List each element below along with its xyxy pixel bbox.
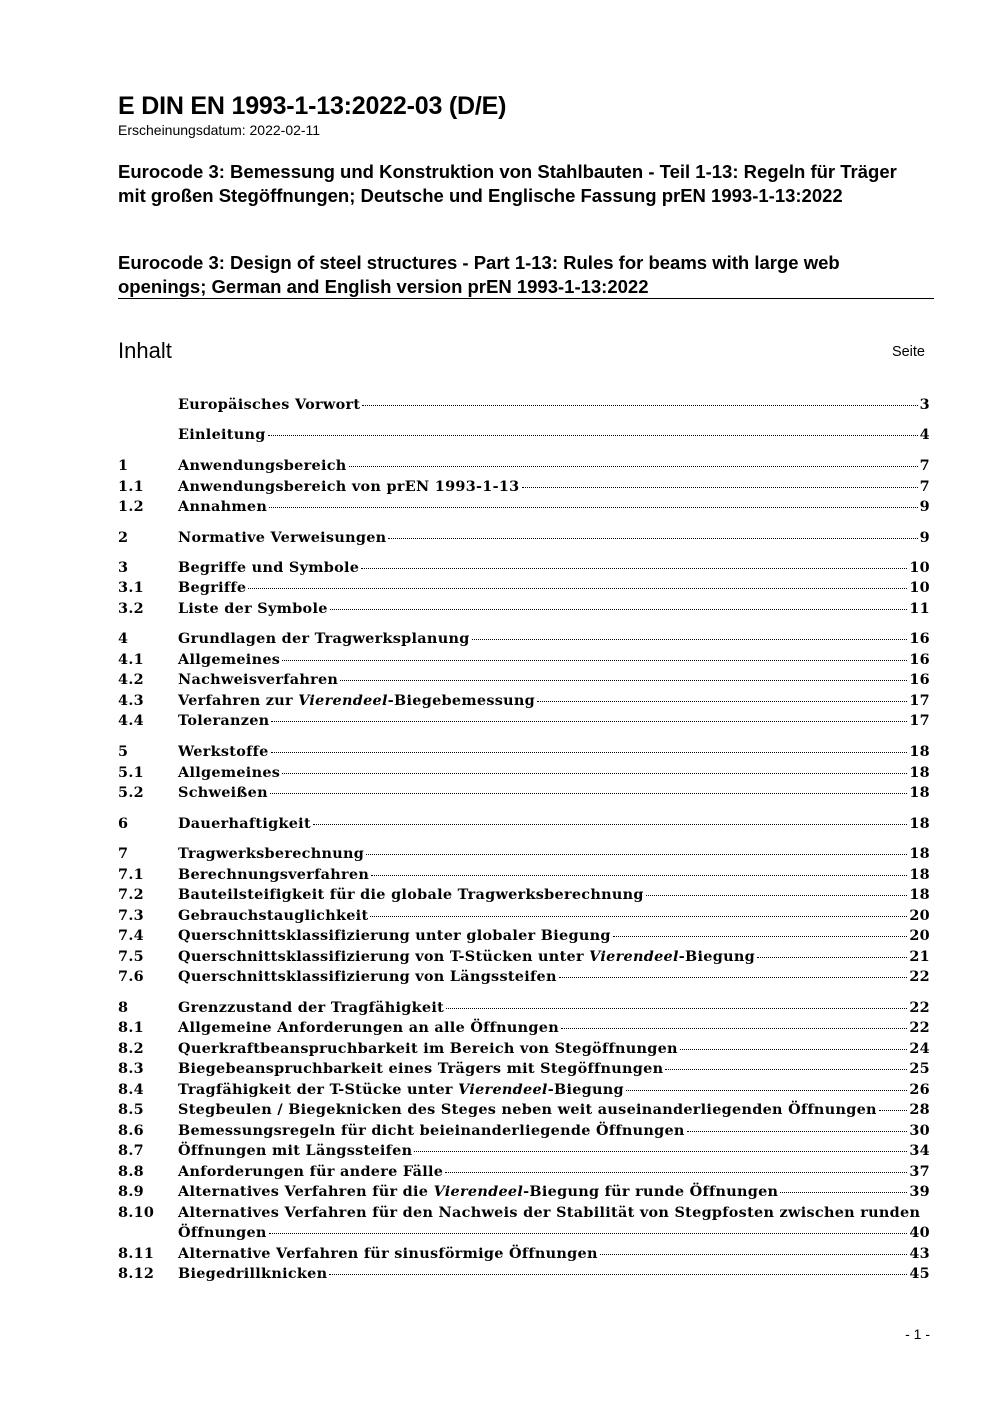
toc-entry-title-text: Gebrauchstauglichkeit bbox=[178, 907, 369, 924]
toc-entry-title-text: Normative Verweisungen bbox=[178, 529, 387, 546]
toc-entry[interactable] bbox=[118, 763, 930, 783]
toc-entry-page: 20 bbox=[909, 927, 930, 944]
toc-entry-page: 18 bbox=[909, 866, 930, 883]
toc-entry-page: 18 bbox=[909, 764, 930, 781]
toc-entry-title bbox=[178, 742, 269, 762]
toc-entry-page: 10 bbox=[909, 559, 930, 576]
toc-dot-leader bbox=[388, 538, 917, 539]
title-english: Eurocode 3: Design of steel structures - Part 1-13: Rules for beams with large web openings; German and English version prEN 1993-1-13:2022 bbox=[118, 252, 840, 297]
toc-entry[interactable] bbox=[118, 497, 930, 517]
toc-entry-number: 4.3 bbox=[118, 692, 144, 709]
toc-entry-title bbox=[178, 814, 311, 834]
toc-entry-number: 5.2 bbox=[118, 784, 144, 801]
toc-entry[interactable] bbox=[118, 967, 930, 987]
toc-entry[interactable] bbox=[118, 1203, 930, 1243]
toc-dot-leader bbox=[780, 1192, 907, 1193]
toc-entry-page: 43 bbox=[909, 1245, 930, 1262]
toc-entry-title-text: Begriffe bbox=[178, 579, 247, 596]
toc-heading: Inhalt bbox=[118, 338, 172, 363]
toc-entry-page: 28 bbox=[909, 1101, 930, 1118]
toc-entry-title bbox=[178, 395, 360, 415]
toc-dot-leader bbox=[362, 405, 917, 406]
toc-entry-title bbox=[178, 1018, 559, 1038]
toc-entry-number: 1 bbox=[118, 457, 129, 474]
toc-entry-title-text: Tragwerksberechnung bbox=[178, 845, 365, 862]
toc-entry[interactable] bbox=[118, 1121, 930, 1141]
toc-entry-page: 17 bbox=[909, 712, 930, 729]
toc-entry-title bbox=[178, 885, 644, 905]
toc-entry-title-text: Anwendungsbereich von prEN 1993-1-13 bbox=[178, 478, 520, 495]
toc-entry-title bbox=[178, 1141, 412, 1161]
toc-entry-page: 37 bbox=[909, 1163, 930, 1180]
toc-entry-number: 8.7 bbox=[118, 1142, 144, 1159]
toc-entry-title bbox=[178, 844, 364, 864]
toc-entry[interactable] bbox=[118, 1162, 930, 1182]
toc-entry-number: 4.2 bbox=[118, 671, 144, 688]
toc-entry-title-text: Alternatives Verfahren für die bbox=[178, 1183, 434, 1200]
toc-entry-number: 8.4 bbox=[118, 1081, 144, 1098]
toc-entry-title bbox=[178, 558, 359, 578]
toc-dot-leader bbox=[366, 854, 907, 855]
toc-dot-leader bbox=[559, 977, 908, 978]
toc-entry-title-text: Querschnittsklassifizierung von T-Stücken unter bbox=[178, 948, 590, 965]
toc-entry-title-text: Verfahren zur bbox=[178, 692, 299, 709]
toc-entry-number: 8.10 bbox=[118, 1204, 155, 1221]
toc-entry-title bbox=[178, 711, 269, 731]
toc-dot-leader bbox=[537, 701, 907, 702]
toc-dot-leader bbox=[282, 660, 907, 661]
toc-entry-number: 7.5 bbox=[118, 948, 144, 965]
toc-entry-title-italic: Vierendeel bbox=[589, 948, 679, 965]
toc-entry[interactable] bbox=[118, 885, 930, 905]
toc-dot-leader bbox=[472, 639, 908, 640]
toc-entry[interactable] bbox=[118, 742, 930, 762]
toc-entry-page: 18 bbox=[909, 845, 930, 862]
toc-entry-number: 8.1 bbox=[118, 1019, 144, 1036]
toc-dot-leader bbox=[879, 1110, 908, 1111]
toc-entry-page: 9 bbox=[919, 498, 930, 515]
toc-entry-title-text: Werkstoffe bbox=[178, 743, 269, 760]
toc-entry-page: 18 bbox=[909, 886, 930, 903]
toc-entry-title-text: Toleranzen bbox=[178, 712, 270, 729]
toc-entry[interactable] bbox=[118, 477, 930, 497]
toc-entry-title bbox=[178, 497, 267, 517]
toc-entry[interactable] bbox=[118, 1182, 930, 1202]
toc-dot-leader bbox=[445, 1172, 907, 1173]
toc-entry-title bbox=[178, 670, 338, 690]
toc-entry-title bbox=[178, 926, 611, 946]
toc-entry-number: 8.8 bbox=[118, 1163, 144, 1180]
toc-entry-page: 16 bbox=[909, 671, 930, 688]
toc-entry-title-text: Öffnungen mit Längssteifen bbox=[178, 1142, 413, 1159]
toc-entry-title bbox=[178, 1203, 930, 1223]
toc-entry[interactable] bbox=[118, 1080, 930, 1100]
toc-entry-title-text: Biegedrillknicken bbox=[178, 1265, 328, 1282]
toc-entry[interactable] bbox=[118, 947, 930, 967]
toc-entry-title-text: Berechnungsverfahren bbox=[178, 866, 370, 883]
toc-entry-title-continuation: Öffnungen bbox=[178, 1224, 267, 1241]
toc-entry-title bbox=[178, 1182, 778, 1202]
toc-entry-title bbox=[178, 1039, 678, 1059]
toc-entry-number: 8.5 bbox=[118, 1101, 144, 1118]
toc-entry-page: 7 bbox=[919, 457, 930, 474]
toc-entry-number: 7.4 bbox=[118, 927, 144, 944]
toc-entry-page: 40 bbox=[909, 1224, 930, 1241]
toc-entry-title bbox=[178, 783, 268, 803]
toc-entry-page: 16 bbox=[909, 651, 930, 668]
toc-entry-title-text: Bemessungsregeln für dicht beieinanderliegende Öffnungen bbox=[178, 1122, 685, 1139]
toc-dot-leader bbox=[687, 1131, 908, 1132]
toc-entry-page: 17 bbox=[909, 692, 930, 709]
toc-entry-number: 1.2 bbox=[118, 498, 144, 515]
toc-entry-title-text: Querkraftbeanspruchbarkeit im Bereich von Stegöffnungen bbox=[178, 1040, 678, 1057]
toc-dot-leader bbox=[269, 507, 918, 508]
toc-entry-title-text: Querschnittsklassifizierung von Längssteifen bbox=[178, 968, 557, 985]
toc-entry-number: 8 bbox=[118, 999, 129, 1016]
toc-entry-page: 30 bbox=[909, 1122, 930, 1139]
toc-dot-leader bbox=[313, 824, 907, 825]
toc-dot-leader bbox=[271, 752, 908, 753]
toc-entry[interactable] bbox=[118, 395, 930, 415]
toc-entry-title-text: Annahmen bbox=[178, 498, 268, 515]
toc-dot-leader bbox=[371, 875, 907, 876]
toc-page-column-label: Seite bbox=[891, 344, 925, 360]
toc-dot-leader bbox=[600, 1254, 908, 1255]
table-of-contents bbox=[118, 0, 930, 1403]
toc-entry-title-text: Biegebeanspruchbarkeit eines Trägers mit Stegöffnungen bbox=[178, 1060, 664, 1077]
toc-entry-page: 11 bbox=[909, 600, 930, 617]
toc-entry-title bbox=[178, 477, 520, 497]
toc-entry-number: 7.2 bbox=[118, 886, 144, 903]
toc-entry-title bbox=[178, 865, 369, 885]
toc-dot-leader bbox=[370, 916, 907, 917]
toc-entry-page: 9 bbox=[919, 529, 930, 546]
toc-entry[interactable] bbox=[118, 783, 930, 803]
toc-entry-title bbox=[178, 528, 386, 548]
toc-dot-leader bbox=[282, 773, 907, 774]
toc-entry-page: 22 bbox=[909, 1019, 930, 1036]
toc-entry-number: 8.6 bbox=[118, 1122, 144, 1139]
toc-entry-title bbox=[178, 947, 755, 967]
toc-dot-leader bbox=[330, 609, 908, 610]
toc-entry-title bbox=[178, 599, 328, 619]
toc-entry-title bbox=[178, 1162, 443, 1182]
toc-dot-leader bbox=[646, 895, 908, 896]
toc-entry[interactable] bbox=[118, 814, 930, 834]
toc-entry-title bbox=[178, 629, 470, 649]
toc-entry-title bbox=[178, 906, 368, 926]
toc-dot-leader bbox=[349, 466, 918, 467]
toc-entry-title bbox=[178, 425, 266, 445]
toc-entry-title-text: Grenzzustand der Tragfähigkeit bbox=[178, 999, 445, 1016]
toc-entry-page: 34 bbox=[909, 1142, 930, 1159]
toc-entry-title-text: Grundlagen der Tragwerksplanung bbox=[178, 630, 470, 647]
toc-entry-number: 7.6 bbox=[118, 968, 144, 985]
toc-entry-number: 5 bbox=[118, 743, 129, 760]
toc-entry-page: 21 bbox=[909, 948, 930, 965]
toc-entry[interactable] bbox=[118, 844, 930, 864]
toc-entry[interactable] bbox=[118, 906, 930, 926]
toc-entry-page: 24 bbox=[909, 1040, 930, 1057]
toc-entry[interactable] bbox=[118, 1018, 930, 1038]
toc-entry-title-text: Schweißen bbox=[178, 784, 268, 801]
toc-entry-number: 4.4 bbox=[118, 712, 144, 729]
toc-entry[interactable] bbox=[118, 528, 930, 548]
toc-entry-number: 8.2 bbox=[118, 1040, 144, 1057]
toc-entry[interactable] bbox=[118, 1244, 930, 1264]
toc-entry[interactable] bbox=[118, 599, 930, 619]
toc-entry-title-text: Anforderungen für andere Fälle bbox=[178, 1163, 444, 1180]
toc-entry-number: 6 bbox=[118, 815, 129, 832]
toc-dot-leader bbox=[757, 957, 907, 958]
toc-entry-title bbox=[178, 1059, 663, 1079]
toc-entry-title-text: Dauerhaftigkeit bbox=[178, 815, 311, 832]
toc-entry-page: 18 bbox=[909, 784, 930, 801]
toc-dot-leader bbox=[270, 793, 907, 794]
document-id: E DIN EN 1993-1-13:2022-03 (D/E) bbox=[118, 92, 507, 120]
toc-entry-title-text: Alternative Verfahren für sinusförmige Öffnungen bbox=[178, 1245, 598, 1262]
toc-entry-title bbox=[178, 763, 280, 783]
toc-entry-title-text: Liste der Symbole bbox=[178, 600, 328, 617]
toc-entry[interactable] bbox=[118, 578, 930, 598]
toc-dot-leader bbox=[414, 1151, 907, 1152]
toc-entry[interactable] bbox=[118, 998, 930, 1018]
toc-entry-title-suffix: -Biegebemessung bbox=[387, 692, 536, 709]
toc-entry-title-text: Stegbeulen / Biegeknicken des Steges neben weit auseinanderliegenden Öffnungen bbox=[178, 1101, 877, 1118]
toc-dot-leader bbox=[626, 1090, 907, 1091]
toc-entry-title-suffix: -Biegung bbox=[547, 1081, 624, 1098]
toc-dot-leader bbox=[268, 435, 918, 436]
toc-entry-title bbox=[178, 1100, 877, 1120]
toc-entry-title-text: Europäisches Vorwort bbox=[178, 396, 361, 413]
toc-entry-title-italic: Vierendeel bbox=[298, 692, 388, 709]
toc-dot-leader bbox=[613, 936, 908, 937]
publication-date: Erscheinungsdatum: 2022-02-11 bbox=[118, 122, 321, 138]
toc-entry-number: 3 bbox=[118, 559, 129, 576]
toc-entry-title-text: Einleitung bbox=[178, 426, 266, 443]
toc-entry-number: 1.1 bbox=[118, 478, 144, 495]
toc-entry-number: 7.1 bbox=[118, 866, 144, 883]
toc-entry-page: 22 bbox=[909, 999, 930, 1016]
toc-entry-title bbox=[178, 456, 347, 476]
toc-entry-title bbox=[178, 998, 444, 1018]
toc-entry-title-text: Bauteilsteifigkeit für die globale Tragwerksberechnung bbox=[178, 886, 644, 903]
toc-entry-number: 8.11 bbox=[118, 1245, 155, 1262]
toc-dot-leader bbox=[271, 721, 907, 722]
toc-dot-leader bbox=[340, 680, 907, 681]
toc-dot-leader bbox=[361, 568, 907, 569]
toc-dot-leader bbox=[248, 588, 907, 589]
toc-entry-number: 5.1 bbox=[118, 764, 144, 781]
toc-entry-number: 7.3 bbox=[118, 907, 144, 924]
toc-entry[interactable] bbox=[118, 865, 930, 885]
toc-entry[interactable] bbox=[118, 558, 930, 578]
toc-entry-title-suffix: -Biegung für runde Öffnungen bbox=[523, 1183, 779, 1200]
toc-entry[interactable] bbox=[118, 1059, 930, 1079]
toc-entry[interactable] bbox=[118, 1100, 930, 1120]
toc-entry-title bbox=[178, 1244, 598, 1264]
toc-entry-title-text: Querschnittsklassifizierung unter globaler Biegung bbox=[178, 927, 611, 944]
toc-entry-number: 3.1 bbox=[118, 579, 144, 596]
toc-entry-title-italic: Vierendeel bbox=[458, 1081, 548, 1098]
toc-entry-number: 4 bbox=[118, 630, 129, 647]
toc-entry-page: 4 bbox=[919, 426, 930, 443]
toc-entry[interactable] bbox=[118, 926, 930, 946]
toc-entry-page: 10 bbox=[909, 579, 930, 596]
toc-entry[interactable] bbox=[118, 425, 930, 445]
toc-entry-number: 4.1 bbox=[118, 651, 144, 668]
toc-dot-leader bbox=[269, 1233, 908, 1234]
toc-entry-page: 25 bbox=[909, 1060, 930, 1077]
toc-entry-page: 26 bbox=[909, 1081, 930, 1098]
toc-entry-page: 45 bbox=[909, 1265, 930, 1282]
toc-dot-leader bbox=[329, 1274, 907, 1275]
toc-entry-title-text: Tragfähigkeit der T-Stücke unter bbox=[178, 1081, 459, 1098]
toc-entry[interactable] bbox=[118, 1039, 930, 1059]
toc-entry-title-text: Nachweisverfahren bbox=[178, 671, 339, 688]
toc-dot-leader bbox=[446, 1008, 907, 1009]
toc-entry-number: 8.3 bbox=[118, 1060, 144, 1077]
toc-dot-leader bbox=[665, 1069, 907, 1070]
toc-entry-title bbox=[178, 967, 557, 987]
toc-entry[interactable] bbox=[118, 691, 930, 711]
toc-entry[interactable] bbox=[118, 1141, 930, 1161]
toc-entry-title-suffix: -Biegung bbox=[678, 948, 755, 965]
toc-entry[interactable] bbox=[118, 1264, 930, 1284]
toc-entry-number: 8.9 bbox=[118, 1183, 144, 1200]
toc-entry-title bbox=[178, 1264, 327, 1284]
toc-entry-title bbox=[178, 650, 280, 670]
toc-entry-page: 18 bbox=[909, 815, 930, 832]
toc-entry-number: 7 bbox=[118, 845, 129, 862]
toc-entry-title-text: Begriffe und Symbole bbox=[178, 559, 360, 576]
toc-entry-title-text: Allgemeines bbox=[178, 651, 281, 668]
toc-entry-number: 8.12 bbox=[118, 1265, 155, 1282]
toc-entry-page: 20 bbox=[909, 907, 930, 924]
toc-entry-title bbox=[178, 578, 246, 598]
toc-entry-title-text: Anwendungsbereich bbox=[178, 457, 347, 474]
toc-entry-title bbox=[178, 1080, 624, 1100]
toc-entry[interactable] bbox=[118, 650, 930, 670]
toc-entry[interactable] bbox=[118, 670, 930, 690]
toc-dot-leader bbox=[561, 1028, 907, 1029]
toc-entry-page: 16 bbox=[909, 630, 930, 647]
toc-entry-title-text: Allgemeine Anforderungen an alle Öffnungen bbox=[178, 1019, 560, 1036]
toc-entry-title-text: Allgemeines bbox=[178, 764, 281, 781]
title-german: Eurocode 3: Bemessung und Konstruktion von Stahlbauten - Teil 1-13: Regeln für Träger mit großen Stegöffnungen; Deutsche und Englische Fassung prEN 1993-1-13:2022 bbox=[118, 161, 897, 206]
toc-entry-page: 22 bbox=[909, 968, 930, 985]
toc-entry-title bbox=[178, 691, 535, 711]
toc-dot-leader bbox=[522, 487, 918, 488]
toc-dot-leader bbox=[680, 1049, 908, 1050]
toc-entry[interactable] bbox=[118, 456, 930, 476]
toc-entry-page: 39 bbox=[909, 1183, 930, 1200]
toc-entry-page: 18 bbox=[909, 743, 930, 760]
toc-entry-title-italic: Vierendeel bbox=[433, 1183, 524, 1200]
toc-entry-page: 7 bbox=[919, 478, 930, 495]
toc-entry-page: 3 bbox=[919, 396, 930, 413]
toc-entry-title-text: Alternatives Verfahren für den Nachweis der Stabilität von Stegpfosten zwischen runden bbox=[178, 1204, 921, 1221]
toc-entry-number: 3.2 bbox=[118, 600, 144, 617]
page-number: - 1 - bbox=[905, 1326, 930, 1342]
toc-entry-title bbox=[178, 1121, 685, 1141]
toc-entry-number: 2 bbox=[118, 529, 129, 546]
toc-entry[interactable] bbox=[118, 629, 930, 649]
toc-entry[interactable] bbox=[118, 711, 930, 731]
